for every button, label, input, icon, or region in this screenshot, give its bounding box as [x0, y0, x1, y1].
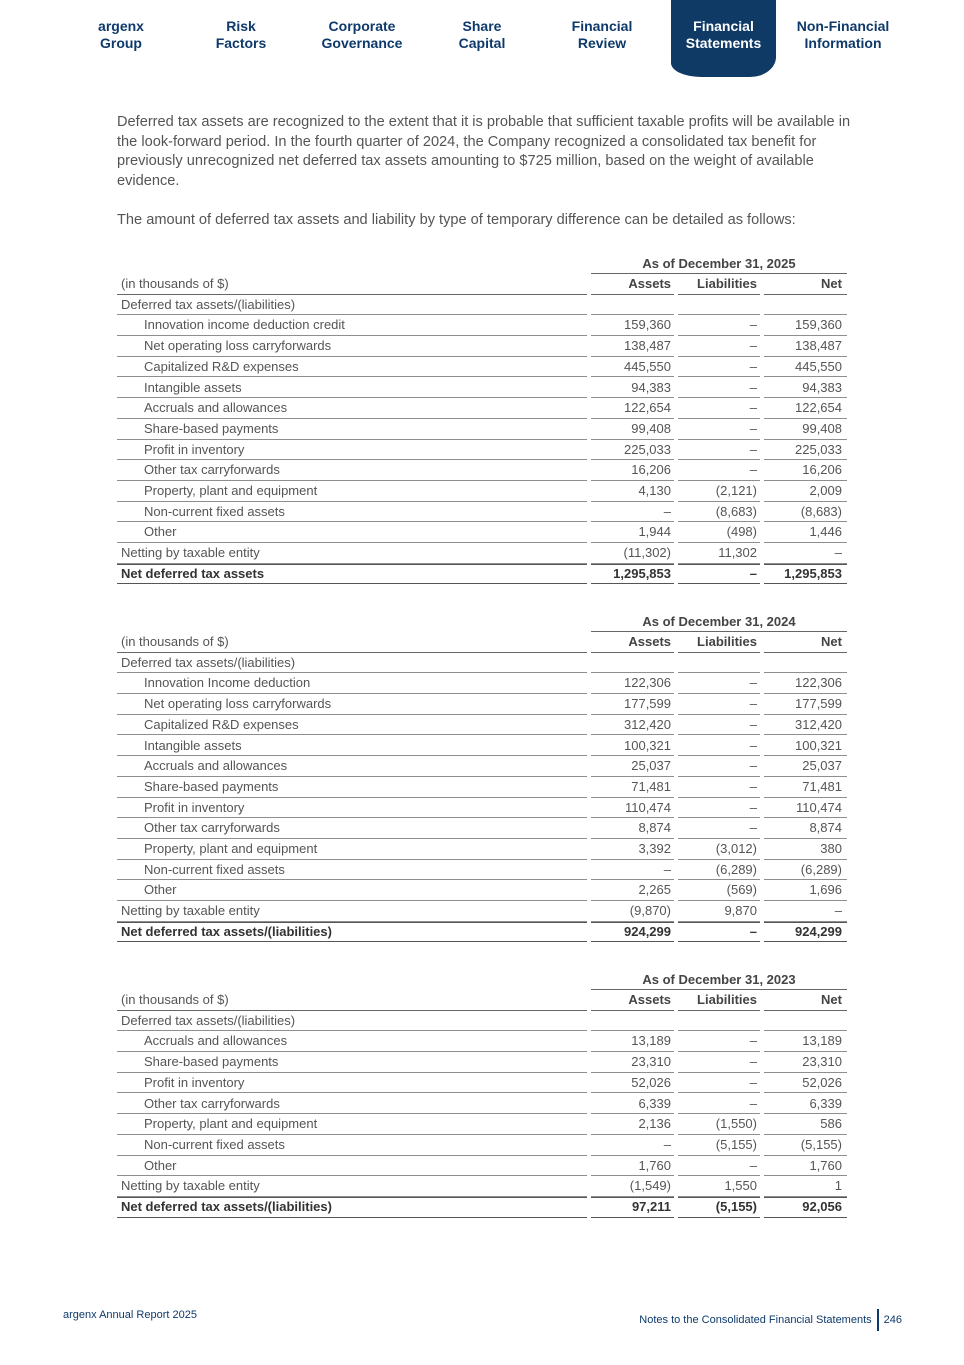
deferred-tax-table — [117, 614, 847, 939]
table-row — [117, 378, 847, 399]
cell-net: 13,189 — [764, 1031, 847, 1052]
row-label: Other — [117, 522, 587, 543]
cell-assets: 3,392 — [591, 839, 674, 860]
table-row — [117, 880, 847, 901]
cell-liabilities: (2,121) — [678, 481, 760, 502]
cell-assets: 100,321 — [591, 736, 674, 757]
nav-tab-label: Financial Statements — [685, 18, 762, 51]
cell-net: – — [764, 901, 847, 922]
intro-paragraph: Deferred tax assets are recognized to the extent that it is probable that sufficient taxable profits will be available in the look-forward period. In the fourth quarter of 2024, the Company recognized a consolidated tax benefit for previously unrecognized net deferred tax assets amounting to $725 million, based on the weight of available evidence. — [117, 114, 851, 190]
cell-net: 16,206 — [764, 460, 847, 481]
cell-assets: 4,130 — [591, 481, 674, 502]
row-label: Intangible assets — [117, 378, 587, 399]
cell-liabilities: – — [678, 818, 760, 839]
table-row — [117, 777, 847, 798]
table-row — [117, 1135, 847, 1156]
row-label: Share-based payments — [117, 419, 587, 440]
table-header-row — [117, 990, 847, 1011]
row-label: Other tax carryforwards — [117, 460, 587, 481]
deferred-tax-table — [117, 256, 847, 581]
cell-liabilities: – — [678, 756, 760, 777]
cell-liabilities: – — [678, 736, 760, 757]
column-assets: Assets — [591, 632, 674, 653]
table-section-row — [117, 295, 847, 316]
footer-section-title[interactable]: Notes to the Consolidated Financial Statements — [639, 1314, 872, 1326]
cell-liabilities: – — [678, 715, 760, 736]
cell-net: 100,321 — [764, 736, 847, 757]
table-total-row — [117, 1197, 847, 1218]
row-label: Innovation income deduction credit — [117, 315, 587, 336]
nav-tab-non-financial-information[interactable] — [786, 0, 900, 76]
nav-tab-risk-factors[interactable] — [188, 0, 294, 76]
cell-net: (6,289) — [764, 860, 847, 881]
row-label: Netting by taxable entity — [117, 543, 587, 564]
table-row — [117, 756, 847, 777]
table-row — [117, 398, 847, 419]
intro-paragraph-table-lead: The amount of deferred tax assets and liability by type of temporary difference can be detailed as follows: — [117, 212, 796, 228]
table-row — [117, 522, 847, 543]
table-row — [117, 1073, 847, 1094]
cell-liabilities — [678, 1011, 760, 1032]
table-header-row — [117, 274, 847, 295]
top-navigation — [0, 0, 964, 78]
cell-assets: 445,550 — [591, 357, 674, 378]
cell-assets: 52,026 — [591, 1073, 674, 1094]
cell-assets: – — [591, 860, 674, 881]
cell-net: 177,599 — [764, 694, 847, 715]
row-label: Innovation Income deduction — [117, 673, 587, 694]
row-label: Intangible assets — [117, 736, 587, 757]
nav-tab-financial-statements[interactable] — [671, 0, 776, 77]
row-label: Capitalized R&D expenses — [117, 715, 587, 736]
table-row — [117, 502, 847, 523]
cell-liabilities: – — [678, 357, 760, 378]
cell-net: 1,696 — [764, 880, 847, 901]
cell-assets: (11,302) — [591, 543, 674, 564]
cell-liabilities: (3,012) — [678, 839, 760, 860]
cell-net: 1,760 — [764, 1156, 847, 1177]
nav-tab-label: Financial Review — [571, 18, 633, 51]
cell-assets: 71,481 — [591, 777, 674, 798]
table-total-row — [117, 922, 847, 943]
row-label: Non-current fixed assets — [117, 860, 587, 881]
cell-net — [764, 1011, 847, 1032]
row-label: Other — [117, 1156, 587, 1177]
cell-assets — [591, 653, 674, 674]
cell-net: (8,683) — [764, 502, 847, 523]
cell-assets: 1,295,853 — [591, 564, 674, 585]
table-section-row — [117, 653, 847, 674]
row-label: Capitalized R&D expenses — [117, 357, 587, 378]
cell-liabilities: – — [678, 315, 760, 336]
cell-assets: 8,874 — [591, 818, 674, 839]
cell-assets: 2,136 — [591, 1114, 674, 1135]
column-liabilities: Liabilities — [678, 632, 760, 653]
cell-liabilities: (8,683) — [678, 502, 760, 523]
cell-net: 1,295,853 — [764, 564, 847, 585]
table-header-row — [117, 632, 847, 653]
cell-net: 94,383 — [764, 378, 847, 399]
cell-liabilities: – — [678, 419, 760, 440]
footer-report-title: argenx Annual Report 2025 — [63, 1309, 197, 1321]
column-assets: Assets — [591, 274, 674, 295]
cell-assets: 159,360 — [591, 315, 674, 336]
cell-assets: 312,420 — [591, 715, 674, 736]
cell-assets: 225,033 — [591, 440, 674, 461]
cell-assets: 1,944 — [591, 522, 674, 543]
row-label: Net deferred tax assets — [117, 564, 587, 585]
column-label: (in thousands of $) — [117, 990, 587, 1011]
table-period-header: As of December 31, 2024 — [591, 614, 847, 632]
table-row — [117, 715, 847, 736]
cell-assets: 13,189 — [591, 1031, 674, 1052]
column-liabilities: Liabilities — [678, 274, 760, 295]
table-period-header: As of December 31, 2023 — [591, 972, 847, 990]
cell-net: 52,026 — [764, 1073, 847, 1094]
table-row — [117, 673, 847, 694]
cell-net — [764, 653, 847, 674]
row-label: Deferred tax assets/(liabilities) — [117, 1011, 587, 1032]
cell-assets: (9,870) — [591, 901, 674, 922]
row-label: Property, plant and equipment — [117, 481, 587, 502]
table-row — [117, 1094, 847, 1115]
row-label: Profit in inventory — [117, 798, 587, 819]
table-row — [117, 481, 847, 502]
column-assets: Assets — [591, 990, 674, 1011]
footer-section — [639, 1309, 902, 1331]
cell-liabilities: – — [678, 673, 760, 694]
table-row — [117, 1114, 847, 1135]
nav-tab-share-capital[interactable] — [430, 0, 534, 76]
row-label: Non-current fixed assets — [117, 502, 587, 523]
cell-liabilities: – — [678, 1094, 760, 1115]
row-label: Accruals and allowances — [117, 1031, 587, 1052]
cell-net: 23,310 — [764, 1052, 847, 1073]
column-label: (in thousands of $) — [117, 274, 587, 295]
page-number: 246 — [883, 1314, 902, 1326]
cell-assets: 2,265 — [591, 880, 674, 901]
column-label: (in thousands of $) — [117, 632, 587, 653]
table-row — [117, 694, 847, 715]
cell-liabilities: – — [678, 1052, 760, 1073]
nav-tab-label: Share Capital — [458, 18, 506, 51]
table-row — [117, 901, 847, 922]
cell-assets: 6,339 — [591, 1094, 674, 1115]
cell-liabilities: – — [678, 378, 760, 399]
row-label: Profit in inventory — [117, 440, 587, 461]
nav-tab-financial-review[interactable] — [549, 0, 655, 76]
cell-assets: 924,299 — [591, 922, 674, 943]
cell-net: – — [764, 543, 847, 564]
cell-net: 122,654 — [764, 398, 847, 419]
cell-assets: 138,487 — [591, 336, 674, 357]
cell-assets: – — [591, 502, 674, 523]
table-row — [117, 315, 847, 336]
row-label: Profit in inventory — [117, 1073, 587, 1094]
cell-liabilities: (1,550) — [678, 1114, 760, 1135]
cell-assets: 177,599 — [591, 694, 674, 715]
table-row — [117, 1052, 847, 1073]
cell-liabilities: (569) — [678, 880, 760, 901]
cell-liabilities: (6,289) — [678, 860, 760, 881]
column-net: Net — [764, 990, 847, 1011]
cell-assets: 94,383 — [591, 378, 674, 399]
column-liabilities: Liabilities — [678, 990, 760, 1011]
nav-tab-label: argenx Group — [98, 18, 144, 51]
cell-liabilities: (5,155) — [678, 1197, 760, 1218]
cell-net: 1 — [764, 1176, 847, 1197]
cell-assets — [591, 1011, 674, 1032]
deferred-tax-table — [117, 972, 847, 1272]
cell-liabilities: 1,550 — [678, 1176, 760, 1197]
table-row — [117, 860, 847, 881]
row-label: Netting by taxable entity — [117, 901, 587, 922]
cell-net: 138,487 — [764, 336, 847, 357]
row-label: Net operating loss carryforwards — [117, 336, 587, 357]
table-row — [117, 839, 847, 860]
table-row — [117, 460, 847, 481]
column-net: Net — [764, 632, 847, 653]
cell-liabilities — [678, 653, 760, 674]
row-label: Property, plant and equipment — [117, 839, 587, 860]
row-label: Share-based payments — [117, 1052, 587, 1073]
row-label: Property, plant and equipment — [117, 1114, 587, 1135]
cell-liabilities — [678, 295, 760, 316]
cell-liabilities: – — [678, 798, 760, 819]
cell-assets: 122,654 — [591, 398, 674, 419]
cell-net: 110,474 — [764, 798, 847, 819]
table-row — [117, 357, 847, 378]
table-row — [117, 736, 847, 757]
cell-liabilities: – — [678, 922, 760, 943]
cell-net: 71,481 — [764, 777, 847, 798]
cell-liabilities: – — [678, 1156, 760, 1177]
cell-net: 25,037 — [764, 756, 847, 777]
cell-assets: – — [591, 1135, 674, 1156]
table-row — [117, 419, 847, 440]
row-label: Netting by taxable entity — [117, 1176, 587, 1197]
cell-net: 122,306 — [764, 673, 847, 694]
table-row — [117, 440, 847, 461]
nav-tab-label: Corporate Governance — [321, 18, 403, 51]
table-row — [117, 818, 847, 839]
table-row — [117, 1156, 847, 1177]
cell-liabilities: – — [678, 398, 760, 419]
cell-assets: 23,310 — [591, 1052, 674, 1073]
column-net: Net — [764, 274, 847, 295]
row-label: Other — [117, 880, 587, 901]
cell-net: 312,420 — [764, 715, 847, 736]
cell-liabilities: – — [678, 564, 760, 585]
cell-net: (5,155) — [764, 1135, 847, 1156]
row-label: Net deferred tax assets/(liabilities) — [117, 1197, 587, 1218]
cell-net: 586 — [764, 1114, 847, 1135]
cell-assets: 122,306 — [591, 673, 674, 694]
table-row — [117, 543, 847, 564]
row-label: Accruals and allowances — [117, 398, 587, 419]
cell-liabilities: – — [678, 1031, 760, 1052]
row-label: Share-based payments — [117, 777, 587, 798]
nav-tab-argenx-group[interactable] — [68, 0, 174, 76]
cell-liabilities: 9,870 — [678, 901, 760, 922]
table-row — [117, 1031, 847, 1052]
cell-net: 225,033 — [764, 440, 847, 461]
cell-liabilities: – — [678, 460, 760, 481]
nav-tab-label: Risk Factors — [215, 18, 267, 51]
cell-assets: 25,037 — [591, 756, 674, 777]
cell-liabilities: (5,155) — [678, 1135, 760, 1156]
cell-net: 6,339 — [764, 1094, 847, 1115]
cell-net: 99,408 — [764, 419, 847, 440]
nav-tab-corporate-governance[interactable] — [308, 0, 416, 76]
table-section-row — [117, 1011, 847, 1032]
cell-assets: 16,206 — [591, 460, 674, 481]
cell-net — [764, 295, 847, 316]
footer-divider — [877, 1309, 879, 1331]
cell-net: 2,009 — [764, 481, 847, 502]
cell-liabilities: – — [678, 336, 760, 357]
cell-liabilities: – — [678, 1073, 760, 1094]
row-label: Non-current fixed assets — [117, 1135, 587, 1156]
table-row — [117, 1176, 847, 1197]
cell-net: 1,446 — [764, 522, 847, 543]
cell-assets — [591, 295, 674, 316]
cell-liabilities: – — [678, 694, 760, 715]
cell-liabilities: (498) — [678, 522, 760, 543]
row-label: Deferred tax assets/(liabilities) — [117, 653, 587, 674]
row-label: Accruals and allowances — [117, 756, 587, 777]
cell-net: 380 — [764, 839, 847, 860]
row-label: Net operating loss carryforwards — [117, 694, 587, 715]
row-label: Other tax carryforwards — [117, 818, 587, 839]
cell-net: 924,299 — [764, 922, 847, 943]
cell-liabilities: – — [678, 440, 760, 461]
nav-tab-label: Non-Financial Information — [796, 18, 890, 51]
table-total-row — [117, 564, 847, 585]
cell-liabilities: 11,302 — [678, 543, 760, 564]
cell-assets: 99,408 — [591, 419, 674, 440]
cell-net: 8,874 — [764, 818, 847, 839]
table-row — [117, 336, 847, 357]
table-period-header: As of December 31, 2025 — [591, 256, 847, 274]
cell-net: 445,550 — [764, 357, 847, 378]
table-row — [117, 798, 847, 819]
cell-liabilities: – — [678, 777, 760, 798]
cell-net: 92,056 — [764, 1197, 847, 1218]
row-label: Deferred tax assets/(liabilities) — [117, 295, 587, 316]
row-label: Other tax carryforwards — [117, 1094, 587, 1115]
row-label: Net deferred tax assets/(liabilities) — [117, 922, 587, 943]
cell-assets: (1,549) — [591, 1176, 674, 1197]
cell-assets: 110,474 — [591, 798, 674, 819]
cell-assets: 1,760 — [591, 1156, 674, 1177]
cell-assets: 97,211 — [591, 1197, 674, 1218]
cell-net: 159,360 — [764, 315, 847, 336]
